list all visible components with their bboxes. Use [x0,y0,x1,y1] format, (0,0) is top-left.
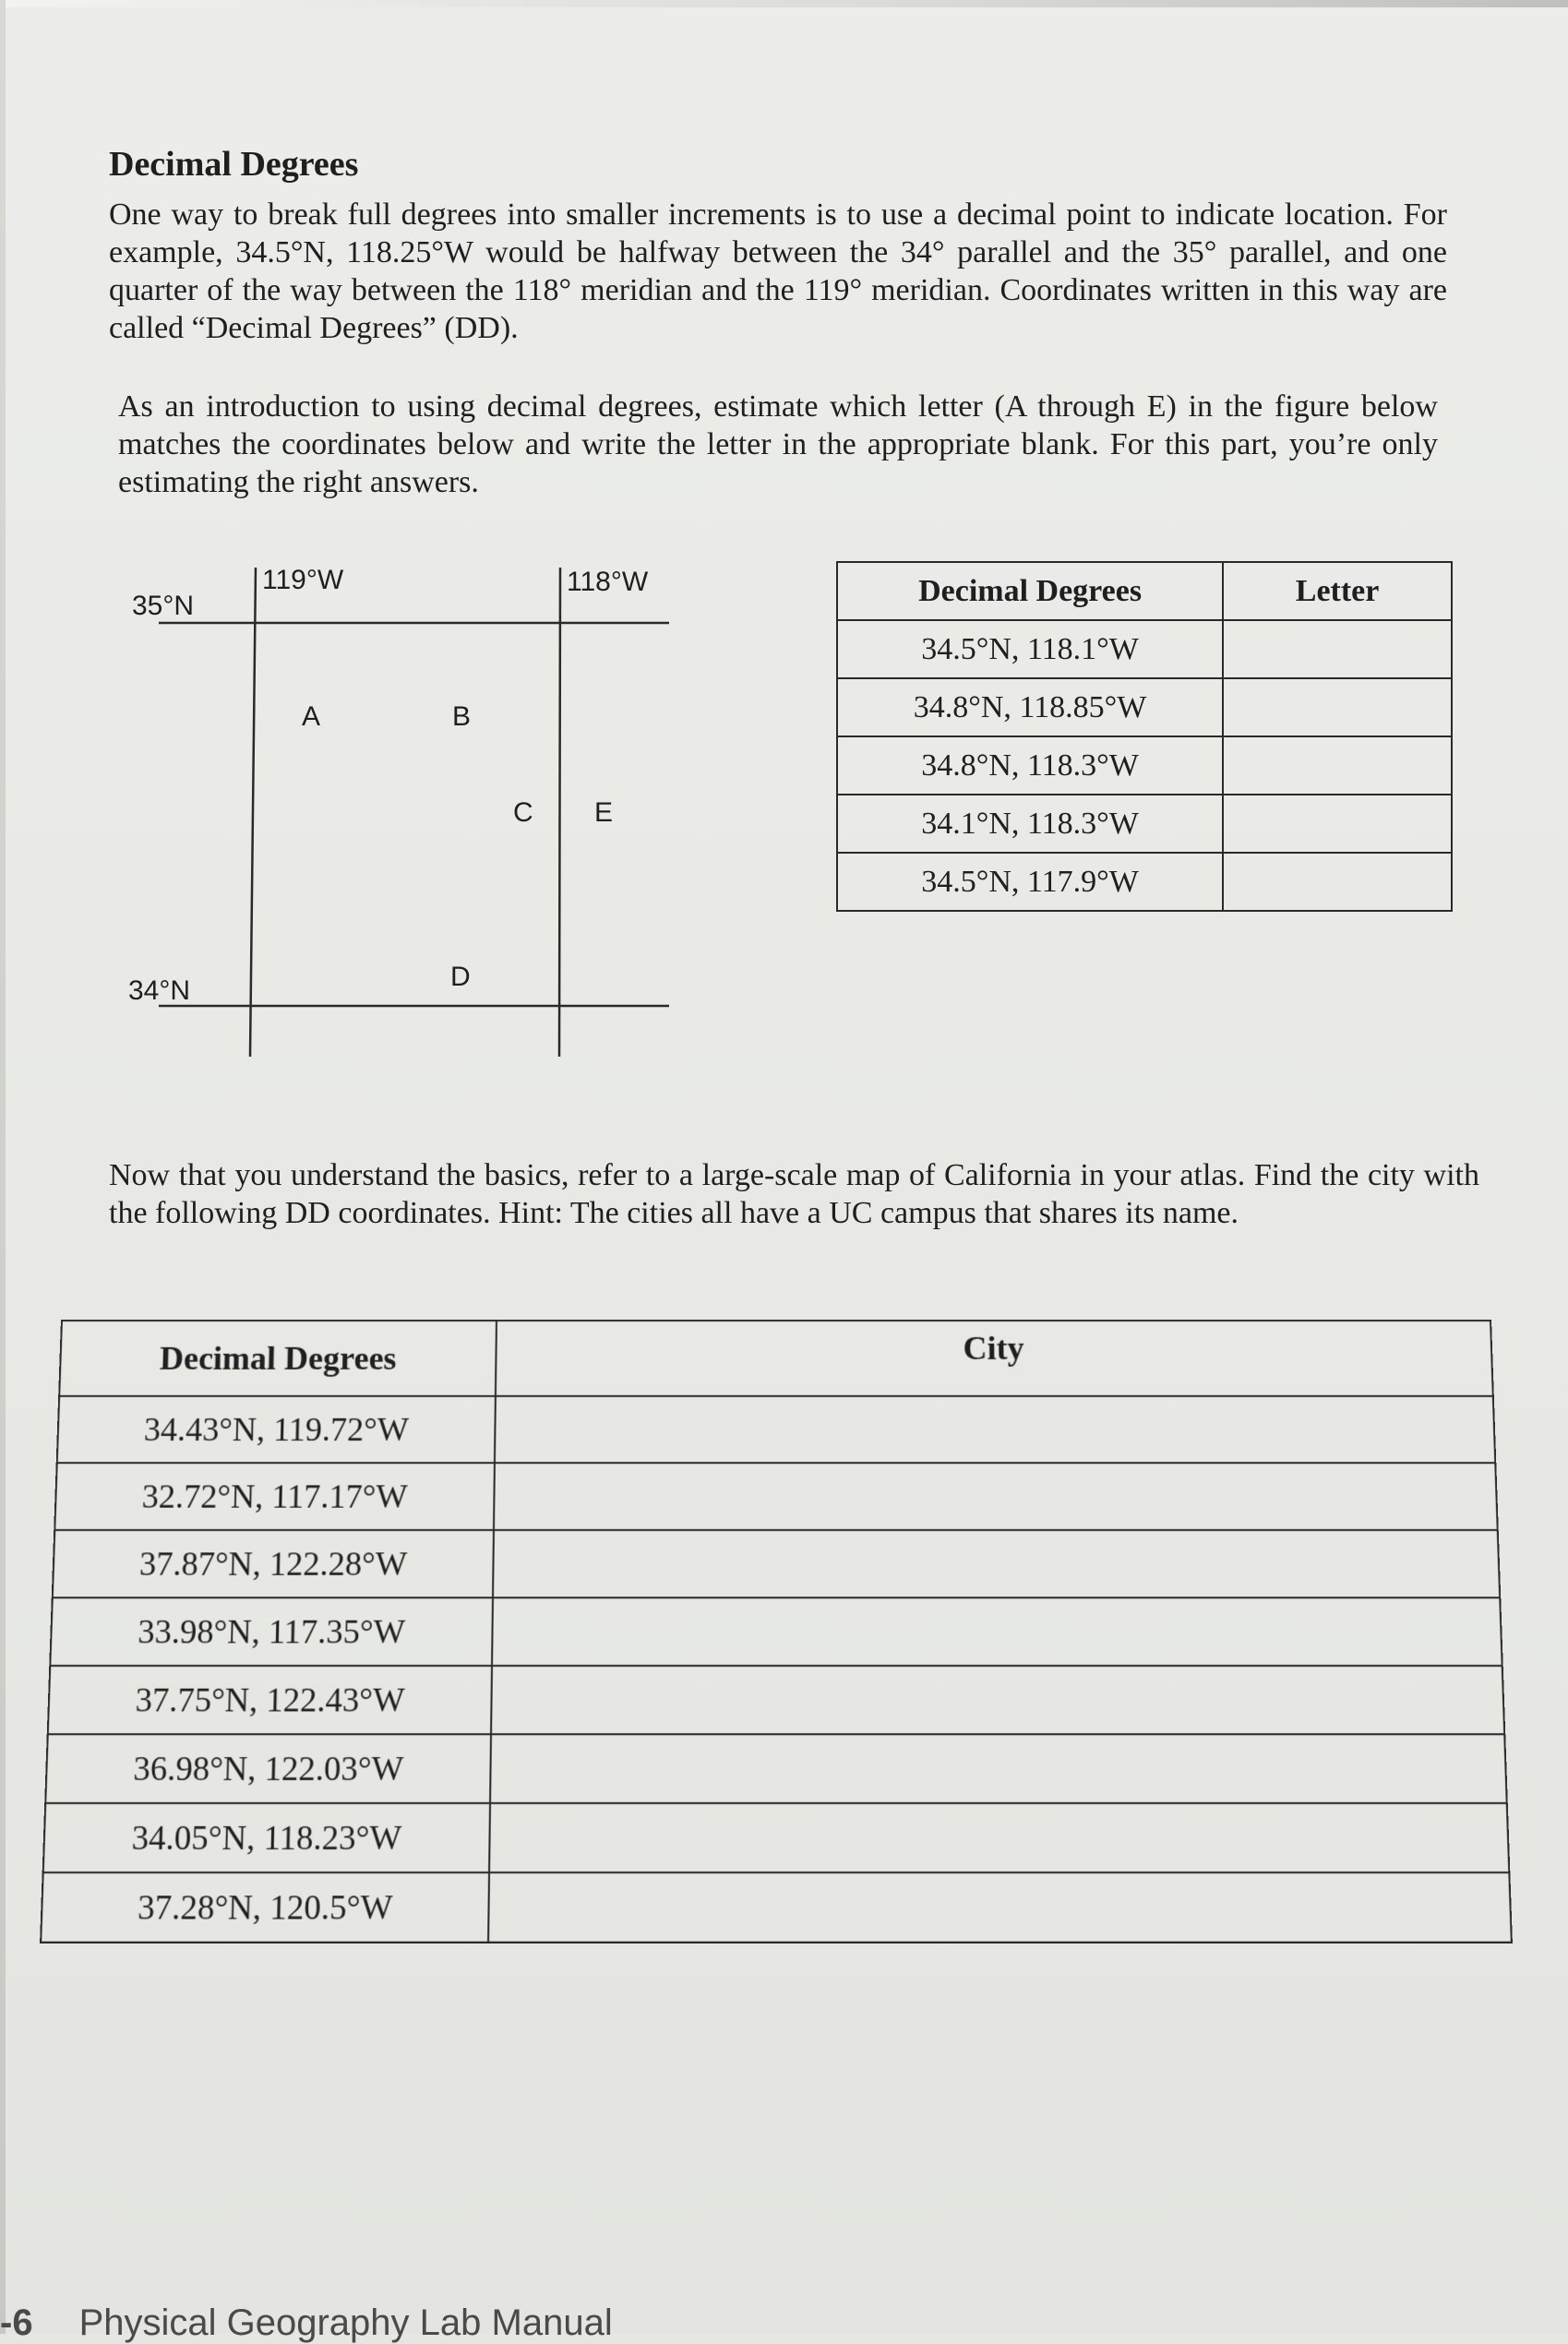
letter-answer-blank[interactable] [1223,795,1452,853]
meridian-118-line [559,568,560,1057]
table-row [837,678,1452,736]
table-header-row [59,1321,1493,1396]
coordinate-cell: 34.1°N, 118.3°W [837,795,1223,853]
letter-answer-table [836,561,1453,912]
section-title: Decimal Degrees [109,145,359,184]
table-row [837,795,1452,853]
coordinate-cell: 37.75°N, 122.43°W [48,1666,492,1734]
page-top-edge [0,0,1568,7]
coordinate-cell: 34.5°N, 117.9°W [837,853,1223,911]
meridian-119-line [250,568,256,1057]
coordinate-cell: 34.43°N, 119.72°W [57,1396,496,1463]
point-c: C [513,797,533,828]
table-row [837,853,1452,911]
city-answer-blank[interactable] [489,1803,1510,1872]
city-answer-blank[interactable] [494,1463,1498,1530]
header-decimal-degrees: Decimal Degrees [59,1321,496,1396]
letter-answer-blank[interactable] [1223,736,1452,795]
table-row [41,1872,1512,1943]
city-answer-blank[interactable] [492,1597,1502,1666]
page-left-edge [0,0,6,2334]
coordinate-cell: 36.98°N, 122.03°W [45,1734,490,1803]
table-row [837,736,1452,795]
letter-answer-blank[interactable] [1223,678,1452,736]
page-footer [0,2302,613,2344]
table-header-row [837,562,1452,620]
city-answer-blank[interactable] [493,1530,1501,1597]
coordinate-cell: 34.5°N, 118.1°W [837,620,1223,678]
table-row [50,1597,1502,1666]
coordinate-cell: 37.28°N, 120.5°W [41,1872,488,1943]
city-answer-blank[interactable] [491,1666,1505,1734]
coordinate-grid-svg [120,554,674,1070]
followup-paragraph: Now that you understand the basics, refer to a large-scale map of California in your atlas. Find the city with the following DD coordinates. Hint: The cities all have a UC campus that shares its name. [109,1158,1479,1230]
table-row [54,1463,1497,1530]
header-city: City [495,1321,1492,1396]
table-row [48,1666,1504,1734]
table-row [53,1530,1500,1597]
table-row [45,1734,1507,1803]
coordinate-cell: 34.8°N, 118.85°W [837,678,1223,736]
header-decimal-degrees: Decimal Degrees [837,562,1223,620]
book-title: Physical Geography Lab Manual [78,2302,613,2343]
coordinate-grid-figure [120,554,674,1070]
coordinate-cell: 32.72°N, 117.17°W [54,1463,494,1530]
point-d: D [450,962,471,992]
city-answer-blank[interactable] [494,1396,1495,1463]
point-a: A [302,701,321,732]
point-e: E [594,797,614,828]
label-119w: 119°W [262,565,344,595]
city-answer-blank[interactable] [488,1872,1512,1943]
table-row [43,1803,1510,1872]
city-answer-blank[interactable] [490,1734,1507,1803]
coordinate-cell: 33.98°N, 117.35°W [50,1597,492,1666]
coordinate-cell: 34.8°N, 118.3°W [837,736,1223,795]
intro-paragraph: One way to break full degrees into smaller increments is to use a decimal point to indicate location. For example, 34.5°N, 118.25°W would be halfway between the 34° parallel and the 35° parallel, and one quarter of the way between the 118° meridian and the 119° meridian. Coordinates written in this way are called “Decimal Degrees” (DD). [109,197,1447,345]
point-b: B [452,701,472,732]
coordinate-cell: 37.87°N, 122.28°W [53,1530,494,1597]
label-118w: 118°W [567,567,649,597]
header-letter: Letter [1223,562,1452,620]
instructions-paragraph: As an introduction to using decimal degrees, estimate which letter (A through E) in the figure below matches the coordinates below and write the letter in the appropriate blank. For this part, you’re only estimating the right answers. [118,389,1438,499]
table-row [57,1396,1496,1463]
label-35n: 35°N [132,591,195,621]
letter-answer-blank[interactable] [1223,853,1452,911]
coordinate-cell: 34.05°N, 118.23°W [43,1803,490,1872]
city-answer-table [40,1320,1513,1943]
page-number: -6 [0,2302,33,2343]
table-row [837,620,1452,678]
letter-answer-blank[interactable] [1223,620,1452,678]
label-34n: 34°N [128,975,191,1006]
